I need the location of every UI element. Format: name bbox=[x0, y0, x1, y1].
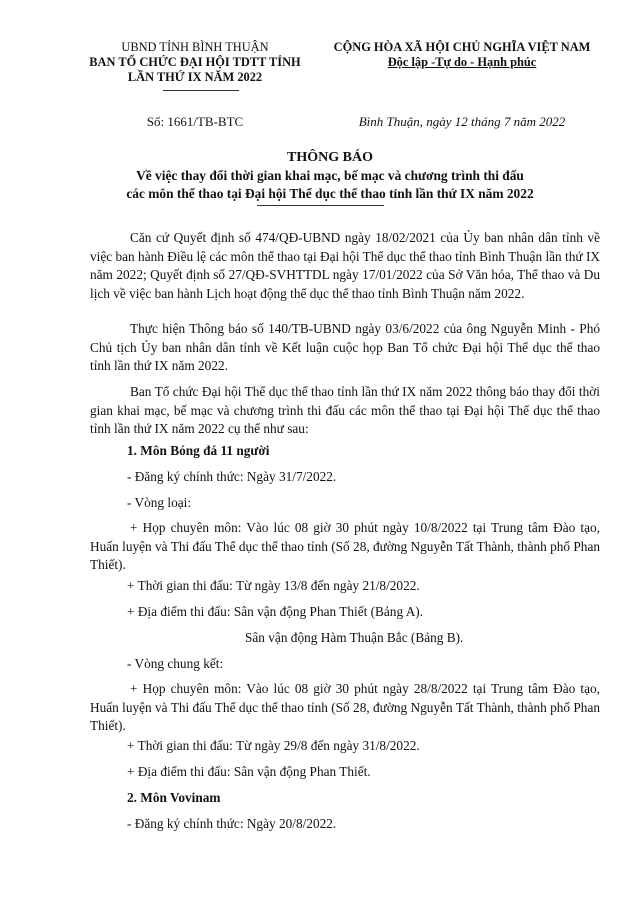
section-1-qualifying-venue: + Địa điểm thi đấu: Sân vận động Phan Thiết (Bảng A). bbox=[127, 604, 424, 619]
country-name: CỘNG HÒA XÃ HỘI CHỦ NGHĨA VIỆT NAM bbox=[333, 40, 591, 54]
section-1-final-meeting: + Họp chuyên môn: Vào lúc 08 giờ 30 phút ngày 28/8/2022 tại Trung tâm Đào tạo, Huấn luyện và Thi đấu Thể dục thể thao tỉnh (Số 28, đường Nguyễn Tất Thành, thành phố Phan Thiết). bbox=[90, 681, 600, 734]
agency-line-1: UBND TỈNH BÌNH THUẬN bbox=[121, 40, 269, 54]
section-2-heading: 2. Môn Vovinam bbox=[127, 790, 221, 805]
document-title bbox=[60, 149, 600, 203]
agency-line-2: BAN TỔ CHỨC ĐẠI HỘI TDTT TỈNH bbox=[89, 55, 301, 69]
title-main: THÔNG BÁO bbox=[287, 150, 373, 165]
section-1-registration: - Đăng ký chính thức: Ngày 31/7/2022. bbox=[127, 469, 337, 484]
paragraph-announcement: Ban Tổ chức Đại hội Thể dục thể thao tỉnh lần thứ IX năm 2022 thông báo thay đổi thời gian khai mạc, bế mạc và chương trình thi đấu các môn thể thao tại Đại hội Thể dục thể thao tỉnh lần thứ IX năm 2022 cụ thể như sau: bbox=[90, 384, 600, 437]
national-motto bbox=[312, 40, 612, 70]
motto: Độc lập -Tự do - Hạnh phúc bbox=[387, 55, 537, 69]
agency-line-3: LẦN THỨ IX NĂM 2022 bbox=[127, 70, 263, 84]
title-sub-1: Về việc thay đổi thời gian khai mạc, bế mạc và chương trình thi đấu bbox=[136, 168, 524, 183]
section-1-final-venue: + Địa điểm thi đấu: Sân vận động Phan Thiết. bbox=[127, 764, 371, 779]
section-1-final: - Vòng chung kết: bbox=[127, 656, 224, 671]
section-1-qualifying-time: + Thời gian thi đấu: Từ ngày 13/8 đến ngày 21/8/2022. bbox=[127, 578, 420, 593]
document-number: Số: 1661/TB-BTC bbox=[146, 114, 244, 129]
title-sub-2: các môn thể thao tại Đại hội Thể dục thể thao tỉnh lần thứ IX năm 2022 bbox=[126, 186, 534, 201]
section-1-qualifying-meeting: + Họp chuyên môn: Vào lúc 08 giờ 30 phút ngày 10/8/2022 tại Trung tâm Đào tạo, Huấn luyện và Thi đấu Thể dục thể thao tỉnh (Số 28, đường Nguyễn Tất Thành, thành phố Phan Thiết). bbox=[90, 520, 600, 573]
agency-divider bbox=[163, 90, 239, 91]
section-1-qualifying-venue-2: Sân vận động Hàm Thuận Bắc (Bảng B). bbox=[245, 630, 464, 645]
document-date: Bình Thuận, ngày 12 tháng 7 năm 2022 bbox=[358, 114, 566, 129]
title-divider bbox=[257, 205, 384, 206]
section-2-registration: - Đăng ký chính thức: Ngày 20/8/2022. bbox=[127, 816, 337, 831]
issuing-agency bbox=[70, 40, 320, 85]
section-1-qualifying: - Vòng loại: bbox=[127, 495, 192, 510]
section-1-heading: 1. Môn Bóng đá 11 người bbox=[127, 443, 270, 458]
paragraph-legal-basis: Căn cứ Quyết định số 474/QĐ-UBND ngày 18/02/2021 của Ủy ban nhân dân tỉnh về việc ban hành Điều lệ các môn thể thao tại Đại hội Thể dục thể thao tỉnh Bình Thuận lần thứ IX năm 2022; Quyết định số 27/QĐ-SVHTTDL ngày 17/01/2022 của Sở Văn hóa, Thể thao và Du lịch về việc ban hành Lịch hoạt động thể dục thể thao tỉnh Bình Thuận năm 2022. bbox=[90, 230, 600, 301]
section-1-final-time: + Thời gian thi đấu: Từ ngày 29/8 đến ngày 31/8/2022. bbox=[127, 738, 420, 753]
paragraph-implementation: Thực hiện Thông báo số 140/TB-UBND ngày 03/6/2022 của ông Nguyễn Minh - Phó Chủ tịch Ủy ban nhân dân tỉnh về Kết luận cuộc họp Ban Tổ chức Đại hội Thể dục thể thao tỉnh lần thứ IX năm 2022. bbox=[90, 321, 600, 374]
